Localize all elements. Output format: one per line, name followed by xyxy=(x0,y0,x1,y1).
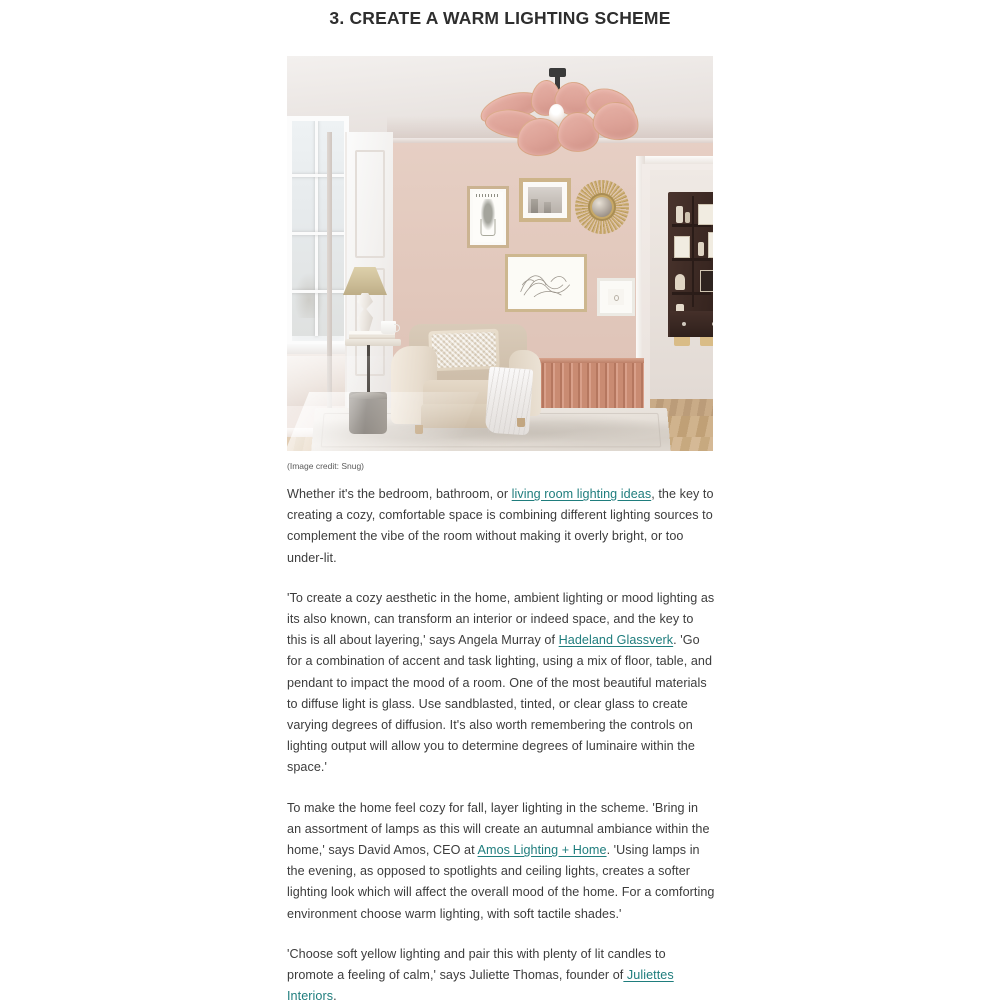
display-cabinet xyxy=(668,192,713,337)
frame-artwork xyxy=(528,187,562,213)
frame-artwork-vase xyxy=(481,219,496,236)
cabinet-vase xyxy=(685,212,690,223)
mug xyxy=(381,321,396,334)
inline-link[interactable]: Amos Lighting + Home xyxy=(477,843,607,858)
mirror-glass xyxy=(592,197,612,217)
cabinet-framed-photo xyxy=(708,232,713,258)
door-edge xyxy=(327,132,332,422)
paragraph-1: Whether it's the bedroom, bathroom, or living room lighting ideas, the key to creating a cozy, comfortable space is combining different lighting sources to complement the vibe of the room without making it overly bright, or too under-lit. xyxy=(287,487,714,565)
cabinet-shelf xyxy=(672,258,711,261)
side-table-base xyxy=(349,392,387,434)
pendant-bulb xyxy=(549,104,564,122)
armchair xyxy=(391,324,541,436)
cabinet-divider xyxy=(692,196,694,307)
framed-photo-print xyxy=(519,178,571,222)
window-frame xyxy=(287,116,349,346)
throw-blanket xyxy=(485,367,533,436)
line-drawing-svg xyxy=(514,263,578,307)
image-credit-caption: (Image credit: Snug) xyxy=(287,461,365,471)
article-hero-image xyxy=(287,56,713,451)
framed-line-drawing xyxy=(505,254,587,312)
cabinet-drawers xyxy=(670,311,713,337)
room-photo xyxy=(287,56,713,451)
pendant-light xyxy=(479,68,639,156)
textured-cushion xyxy=(428,329,499,371)
cabinet-vase xyxy=(676,206,683,223)
inline-link[interactable]: Hadeland Glassverk xyxy=(558,633,674,648)
frame-artwork xyxy=(608,289,624,305)
paragraph-4: 'Choose soft yellow lighting and pair this with plenty of lit candles to promote a feeling of calm,' says Juliette Thomas, founder of Juliettes Interiors. xyxy=(287,944,715,1000)
cabinet-dark-print xyxy=(700,270,713,292)
cabinet-framed-photo xyxy=(698,204,713,225)
framed-botanical-print xyxy=(467,186,509,248)
framed-small-print xyxy=(597,278,635,316)
cabinet-knob xyxy=(712,322,713,326)
article-container xyxy=(287,0,715,1000)
paragraph-2: 'To create a cozy aesthetic in the home, ambient lighting or mood lighting as its also known, can transform an interior or indeed space, and the key to this is all about layering,' says Angela Murray of Hadeland Glassverk. 'Go for a combination of accent and task lighting, using a mix of floor, table, and pendant to impact the mood of a room. One of the most beautiful materials to diffuse light is glass. Use sandblasted, tinted, or clear glass to create varying degrees of diffusion. It's also worth remembering the controls on lighting output will allow you to determine degrees of luminaire within the space.' xyxy=(287,590,715,775)
cabinet-vase xyxy=(698,242,704,256)
page-title: 3. CREATE A WARM LIGHTING SCHEME xyxy=(329,8,671,28)
cabinet-knob xyxy=(682,322,686,326)
armchair-leg xyxy=(415,425,423,434)
adjacent-room xyxy=(650,170,713,399)
article-body xyxy=(287,484,715,1000)
cabinet-shelf xyxy=(672,292,711,295)
cabinet-vase xyxy=(675,274,685,290)
inline-link[interactable]: Juliettes Interiors xyxy=(287,968,674,1000)
sunburst-mirror xyxy=(575,180,629,234)
armchair-leg xyxy=(517,418,525,427)
inline-link[interactable]: living room lighting ideas xyxy=(511,487,652,501)
side-table-top xyxy=(345,339,401,346)
side-table-stem xyxy=(367,345,370,399)
cabinet-framed-photo xyxy=(674,236,690,258)
door-panel xyxy=(355,150,385,258)
paragraph-3: To make the home feel cozy for fall, layer lighting in the scheme. 'Bring in an assortment of lamps as this will create an autumnal ambiance within the home,' says David Amos, CEO at Amos Lighting + Home. 'Using lamps in the evening, as opposed to spotlights and ceiling lights, creates a softer lighting look which will affect the overall mood of the home. For a comforting environment choose warm lighting, with soft tactile shades.' xyxy=(287,800,715,921)
frame-artwork-caption-line xyxy=(476,194,500,197)
bay-window xyxy=(287,116,349,346)
